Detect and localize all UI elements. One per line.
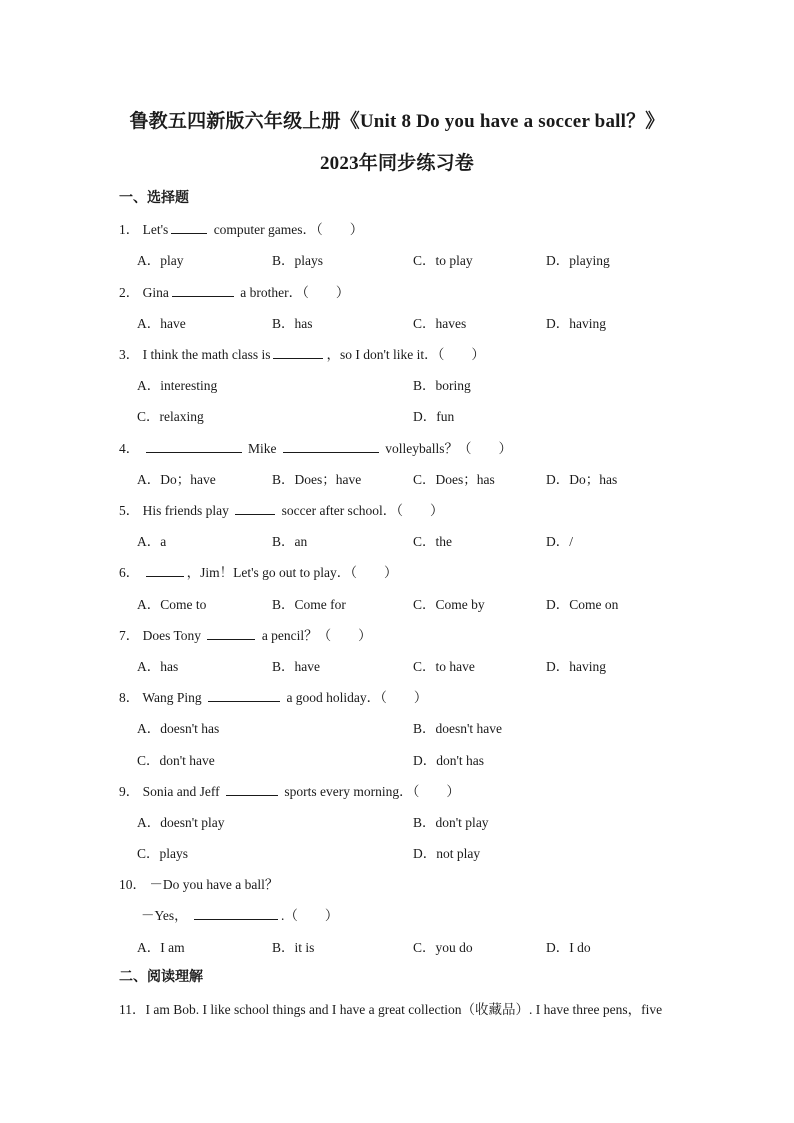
question-5: 5． His friends play soccer after school．（ ） — [119, 503, 444, 518]
option-8c[interactable]: C．don't have — [137, 753, 215, 768]
option-3a[interactable]: A．interesting — [137, 378, 218, 393]
answer-blank — [235, 502, 275, 515]
option-10a[interactable]: A．I am — [137, 940, 185, 955]
option-6d[interactable]: D．Come on — [546, 597, 619, 612]
question-6: 6． ，Jim！Let's go out to play．（ ） — [119, 565, 398, 580]
option-10c[interactable]: C．you do — [413, 940, 473, 955]
question-9: 9． Sonia and Jeff sports every morning．（ ） — [119, 784, 460, 799]
question-3: 3． I think the math class is ，so I don't like it．（ ） — [119, 347, 485, 362]
option-9c[interactable]: C．plays — [137, 846, 189, 861]
question-10: 10． －Do you have a ball？ — [119, 877, 279, 892]
option-8d[interactable]: D．don't has — [413, 753, 485, 768]
option-9d[interactable]: D．not play — [413, 846, 481, 861]
option-2d[interactable]: D．having — [546, 316, 606, 331]
option-8b[interactable]: B．doesn't have — [413, 721, 503, 736]
option-9a[interactable]: A．doesn't play — [137, 815, 225, 830]
answer-blank — [226, 783, 278, 796]
option-5b[interactable]: B．an — [272, 534, 308, 549]
question-11-passage: 11．I am Bob. I like school things and I have a great collection（收藏品）. I have three pens，five — [119, 1002, 663, 1017]
option-6c[interactable]: C．Come by — [413, 597, 485, 612]
question-8: 8． Wang Ping a good holiday．（ ） — [119, 690, 428, 705]
option-9b[interactable]: B．don't play — [413, 815, 489, 830]
answer-blank — [273, 346, 323, 359]
answer-blank — [146, 440, 242, 453]
question-1: 1． Let's computer games．（ ） — [119, 222, 364, 237]
option-1b[interactable]: B．plays — [272, 253, 324, 268]
answer-blank — [283, 440, 379, 453]
option-2c[interactable]: C．haves — [413, 316, 467, 331]
option-1d[interactable]: D．playing — [546, 253, 610, 268]
answer-blank — [171, 221, 207, 234]
option-10d[interactable]: D．I do — [546, 940, 591, 955]
question-4: 4． Mike volleyballs？（ ） — [119, 441, 512, 456]
option-7d[interactable]: D．having — [546, 659, 606, 674]
answer-blank — [207, 627, 255, 640]
answer-blank — [146, 564, 184, 577]
option-6b[interactable]: B．Come for — [272, 597, 346, 612]
worksheet-subtitle: 2023年同步练习卷 — [319, 153, 474, 174]
answer-blank — [208, 689, 280, 702]
option-3d[interactable]: D．fun — [413, 409, 455, 424]
question-7: 7． Does Tony a pencil？（ ） — [119, 628, 372, 643]
option-4a[interactable]: A．Do；have — [137, 472, 216, 487]
option-4d[interactable]: D．Do；has — [546, 472, 618, 487]
option-2a[interactable]: A．have — [137, 316, 186, 331]
worksheet-title: 鲁教五四新版六年级上册《Unit 8 Do you have a soccer ball？》 — [129, 111, 665, 132]
section-reading: 二、阅读理解 — [119, 970, 203, 985]
answer-blank — [172, 284, 234, 297]
option-7c[interactable]: C．to have — [413, 659, 475, 674]
option-1c[interactable]: C．to play — [413, 253, 473, 268]
option-5c[interactable]: C．the — [413, 534, 452, 549]
option-3c[interactable]: C．relaxing — [137, 409, 204, 424]
section-multiple-choice: 一、选择题 — [119, 191, 189, 206]
option-7a[interactable]: A．has — [137, 659, 179, 674]
option-5d[interactable]: D．/ — [546, 534, 573, 549]
option-1a[interactable]: A．play — [137, 253, 184, 268]
option-6a[interactable]: A．Come to — [137, 597, 207, 612]
option-5a[interactable]: A．a — [137, 534, 167, 549]
answer-blank — [194, 907, 278, 920]
question-10-reply: －Yes， .（ ） — [141, 908, 339, 923]
option-4b[interactable]: B．Does；have — [272, 472, 362, 487]
option-7b[interactable]: B．have — [272, 659, 320, 674]
option-10b[interactable]: B．it is — [272, 940, 315, 955]
option-8a[interactable]: A．doesn't has — [137, 721, 220, 736]
question-2: 2． Gina a brother．（ ） — [119, 285, 350, 300]
option-2b[interactable]: B．has — [272, 316, 313, 331]
option-4c[interactable]: C．Does；has — [413, 472, 495, 487]
option-3b[interactable]: B．boring — [413, 378, 471, 393]
